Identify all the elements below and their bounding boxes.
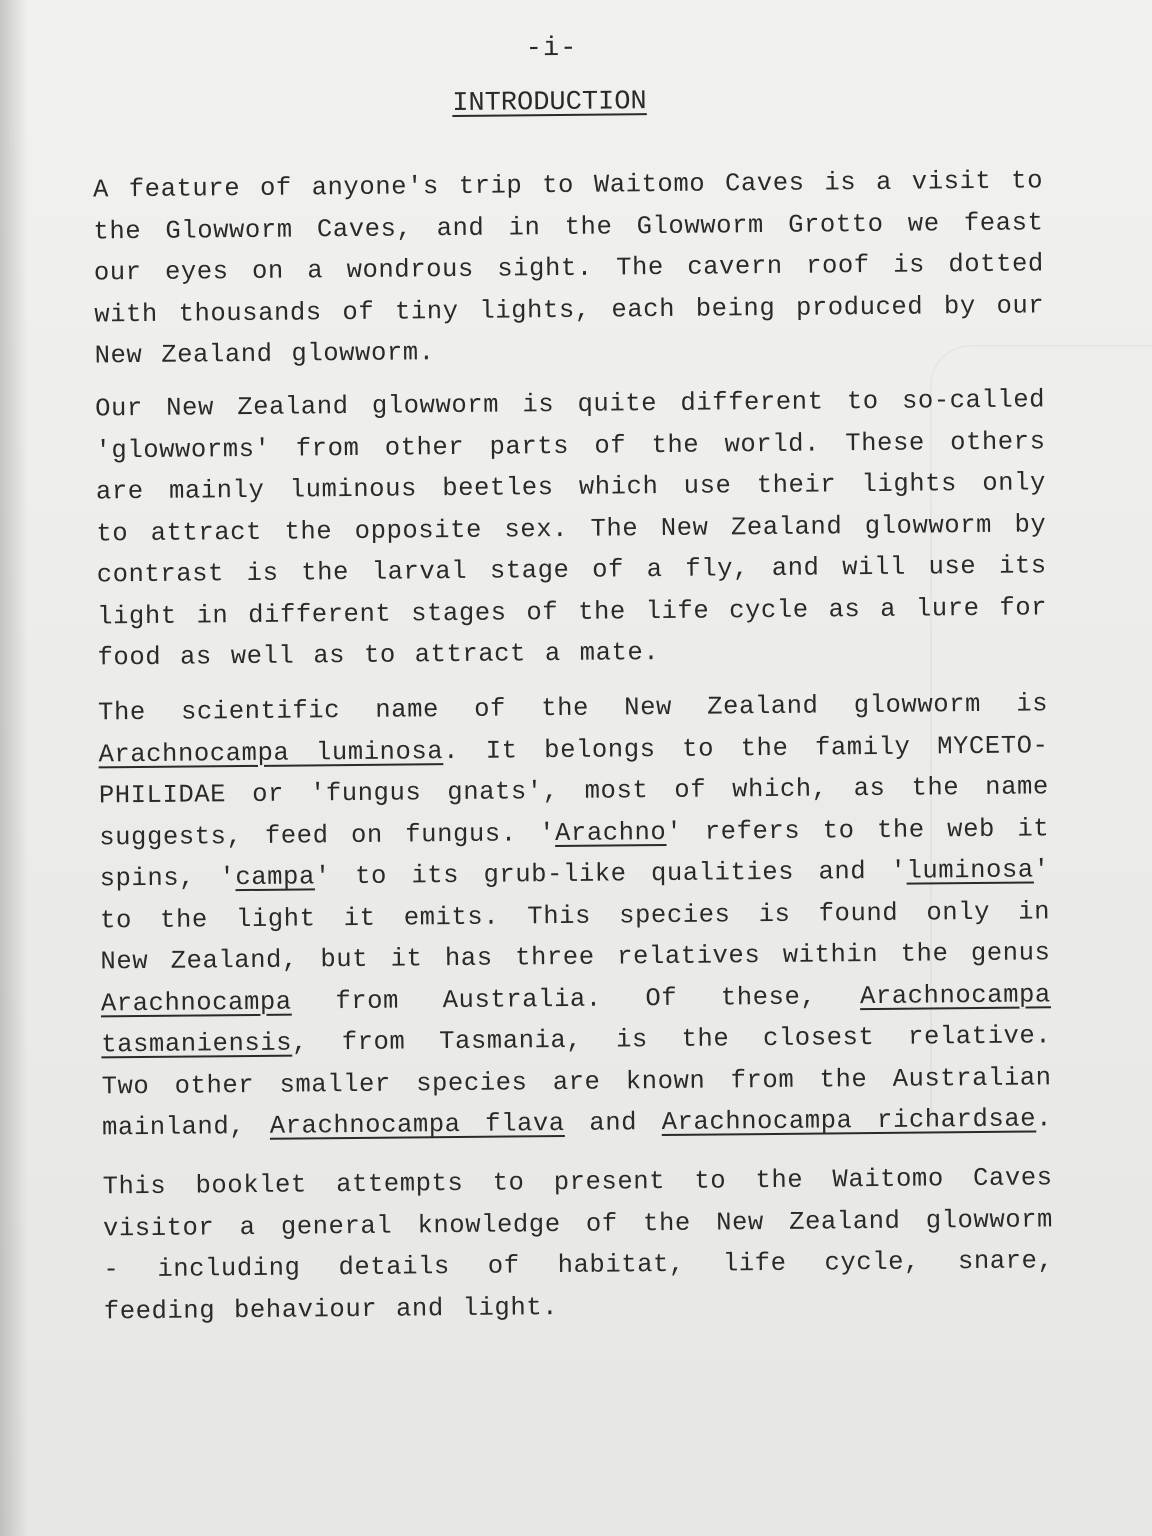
text-line: our eyes on a wondrous sight. The cavern roof is dotted — [93, 249, 1044, 288]
text-line: New Zealand, but it has three relatives within the genus — [100, 938, 1051, 977]
section-heading: INTRODUCTION — [452, 87, 647, 120]
paragraph-booklet-purpose — [102, 1157, 1054, 1332]
text-line: New Zealand glowworm. — [94, 338, 435, 371]
underlined-term: Arachnocampa luminosa — [98, 736, 444, 769]
text-line: Arachnocampa from Australia. Of these, Arachnocampa — [100, 979, 1051, 1018]
text-line: spins, 'campa' to its grub-like qualities and 'luminosa' — [99, 855, 1050, 894]
underlined-term: tasmaniensis — [101, 1028, 293, 1060]
text-line: visitor a general knowledge of the New Zealand glowworm — [102, 1204, 1054, 1243]
page-number: -i- — [525, 33, 578, 65]
paragraph-scientific-name — [98, 683, 1052, 1149]
text-line: contrast is the larval stage of a fly, and will use its — [96, 551, 1047, 590]
text-line: feeding behaviour and light. — [103, 1292, 559, 1326]
text-line: 'glowworms' from other parts of the world. These others — [95, 426, 1046, 465]
text-line: Arachnocampa luminosa. It belongs to the family MYCETO- — [98, 730, 1049, 769]
paragraph-intro-visit — [93, 160, 1045, 377]
text-line: light in different stages of the life cycle as a lure for — [97, 592, 1048, 631]
text-line: suggests, feed on fungus. 'Arachno' refers to the web it — [99, 813, 1050, 852]
text-line: food as well as to attract a mate. — [97, 638, 660, 673]
text-line: This booklet attempts to present to the Waitomo Caves — [102, 1163, 1053, 1202]
underlined-term: Arachno — [554, 817, 667, 848]
underlined-term: luminosa — [906, 855, 1034, 886]
text-line: to the light it emits. This species is found only in — [99, 896, 1051, 935]
paragraph-comparison — [95, 379, 1048, 679]
text-line: tasmaniensis, from Tasmania, is the closest relative. — [101, 1021, 1052, 1060]
text-line: mainland, Arachnocampa flava and Arachnocampa richardsae. — [101, 1104, 1053, 1143]
text-line: Our New Zealand glowworm is quite different to so-called — [95, 385, 1046, 424]
text-line: The scientific name of the New Zealand glowworm is — [97, 689, 1049, 728]
text-line: to attract the opposite sex. The New Zealand glowworm by — [96, 509, 1047, 548]
text-line: PHILIDAE or 'fungus gnats', most of which, as the name — [98, 772, 1049, 811]
text-line: A feature of anyone's trip to Waitomo Caves is a visit to — [92, 166, 1044, 205]
underlined-term: Arachnocampa — [100, 987, 292, 1018]
text-line: the Glowworm Caves, and in the Glowworm Grotto we feast — [93, 207, 1044, 246]
underlined-term: Arachnocampa richardsae — [661, 1104, 1037, 1138]
text-line: with thousands of tiny lights, each being produced by our — [94, 290, 1045, 329]
underlined-term: Arachnocampa flava — [269, 1108, 565, 1141]
text-line: are mainly luminous beetles which use their lights only — [95, 468, 1047, 507]
underlined-term: Arachnocampa — [859, 979, 1051, 1011]
text-line: Two other smaller species are known from the Australian — [101, 1062, 1052, 1101]
text-line: - including details of habitat, life cycle, snare, — [103, 1246, 1054, 1285]
underlined-term: campa — [235, 862, 316, 893]
